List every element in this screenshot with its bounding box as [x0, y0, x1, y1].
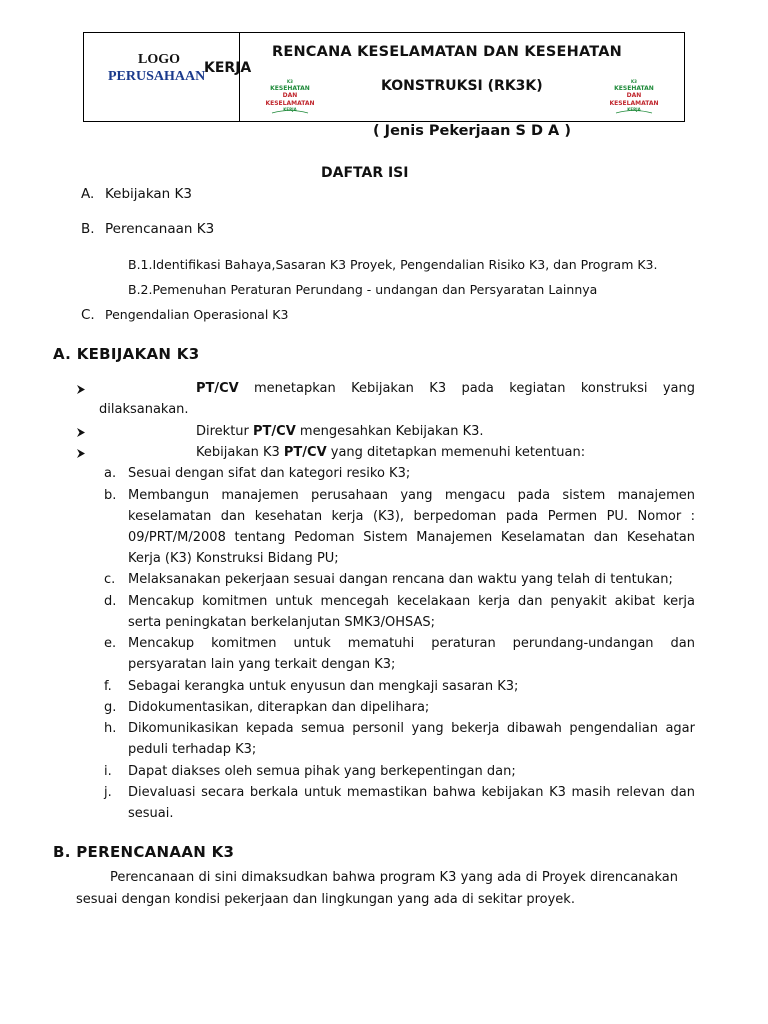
list-item-label: c.	[104, 572, 116, 587]
logo-label: LOGO	[138, 52, 181, 67]
list-item: Sebagai kerangka untuk enyusun dan mengkaji sasaran K3;	[128, 679, 519, 694]
document-title-line2: KONSTRUKSI (RK3K)	[381, 78, 543, 94]
list-item-line: 09/PRT/M/2008 tentang Pedoman Sistem Manajemen Keselamatan dan Kesehatan	[128, 530, 695, 545]
section-b-paragraph-line1: Perencanaan di sini dimaksudkan bahwa program K3 yang ada di Proyek direncanakan	[110, 870, 678, 885]
toc-item-label: C.	[81, 307, 95, 323]
list-item-line: Mencakup komitmen untuk mencegah kecelakaan kerja dan penyakit akibat kerja	[128, 594, 695, 609]
list-item-line: serta peningkatan berkelanjutan SMK3/OHSAS;	[128, 615, 436, 630]
bullet-1-text: menetapkan Kebijakan K3 pada kegiatan konstruksi yang	[254, 381, 695, 396]
document-title-line1: RENCANA KESELAMATAN DAN KESEHATAN	[272, 44, 623, 60]
bullet-2-text: Direktur PT/CV mengesahkan Kebijakan K3.	[196, 424, 484, 439]
list-item-label: d.	[104, 594, 117, 609]
bullet-3-text: Kebijakan K3 PT/CV yang ditetapkan memenuhi ketentuan:	[196, 445, 586, 460]
list-item: Melaksanakan pekerjaan sesuai dangan rencana dan waktu yang telah di tentukan;	[128, 572, 673, 587]
list-item: Didokumentasikan, diterapkan dan dipelihara;	[128, 700, 430, 715]
section-b-heading: B. PERENCANAAN K3	[53, 843, 235, 861]
list-item-label: b.	[104, 488, 117, 503]
list-item-line: Dikomunikasikan kepada semua personil yang bekerja dibawah pengendalian agar	[128, 721, 695, 736]
list-item-line: keselamatan dan kesehatan kerja (K3), berpedoman pada Permen PU. Nomor :	[128, 509, 695, 524]
list-item: Sesuai dengan sifat dan kategori resiko K3;	[128, 466, 411, 481]
bullet-1-continuation: dilaksanakan.	[99, 402, 189, 417]
svg-text:K3: K3	[287, 79, 293, 84]
list-item-label: g.	[104, 700, 117, 715]
svg-text:K3: K3	[631, 79, 637, 84]
bullet-1-subject: PT/CV	[196, 381, 239, 396]
list-item-label: i.	[104, 764, 112, 779]
toc-item-label: A.	[81, 186, 95, 202]
svg-text:DAN: DAN	[282, 92, 298, 99]
k3-emblem-left-icon	[265, 78, 315, 114]
list-item-label: f.	[104, 679, 112, 694]
toc-item: Perencanaan K3	[105, 221, 215, 237]
section-b-paragraph-line2: sesuai dengan kondisi pekerjaan dan lingkungan yang ada di sekitar proyek.	[76, 892, 575, 907]
list-item-line: persyaratan lain yang terkait dengan K3;	[128, 657, 396, 672]
header-divider	[239, 32, 240, 122]
section-a-heading: A. KEBIJAKAN K3	[53, 345, 200, 363]
list-item-line: Kerja (K3) Konstruksi Bidang PU;	[128, 551, 339, 566]
overlap-word: KERJA	[204, 60, 252, 76]
svg-text:KESELAMATAN: KESELAMATAN	[609, 100, 659, 107]
company-label: PERUSAHAAN	[108, 69, 206, 84]
svg-text:DAN: DAN	[626, 92, 642, 99]
svg-text:KESEHATAN: KESEHATAN	[270, 85, 310, 92]
subtitle: ( Jenis Pekerjaan S D A )	[373, 123, 571, 139]
arrow-bullet-icon	[77, 449, 85, 458]
list-item: Dapat diakses oleh semua pihak yang berkepentingan dan;	[128, 764, 516, 779]
list-item-line: sesuai.	[128, 806, 174, 821]
list-item-label: a.	[104, 466, 117, 481]
toc-subitem: B.1.Identifikasi Bahaya,Sasaran K3 Proyek, Pengendalian Risiko K3, dan Program K3.	[128, 257, 658, 272]
list-item-label: j.	[104, 785, 112, 800]
svg-text:KERJA: KERJA	[283, 107, 297, 112]
list-item-line: Mencakup komitmen untuk mematuhi peraturan perundang-undangan dan	[128, 636, 695, 651]
list-item-line: Membangun manajemen perusahaan yang mengacu pada sistem manajemen	[128, 488, 695, 503]
toc-item-label: B.	[81, 221, 95, 237]
toc-item: Pengendalian Operasional K3	[105, 307, 289, 322]
list-item-label: e.	[104, 636, 117, 651]
k3-emblem-right-icon	[609, 78, 659, 114]
svg-text:KESEHATAN: KESEHATAN	[614, 85, 654, 92]
list-item-line: peduli terhadap K3;	[128, 742, 257, 757]
arrow-bullet-icon	[77, 428, 85, 437]
arrow-bullet-icon	[77, 385, 85, 394]
svg-text:KERJA: KERJA	[627, 107, 641, 112]
toc-title: DAFTAR ISI	[321, 165, 409, 181]
list-item-label: h.	[104, 721, 117, 736]
toc-subitem: B.2.Pemenuhan Peraturan Perundang - undangan dan Persyaratan Lainnya	[128, 282, 598, 297]
toc-item: Kebijakan K3	[105, 186, 192, 202]
list-item-line: Dievaluasi secara berkala untuk memastikan bahwa kebijakan K3 masih relevan dan	[128, 785, 695, 800]
svg-text:KESELAMATAN: KESELAMATAN	[265, 100, 315, 107]
